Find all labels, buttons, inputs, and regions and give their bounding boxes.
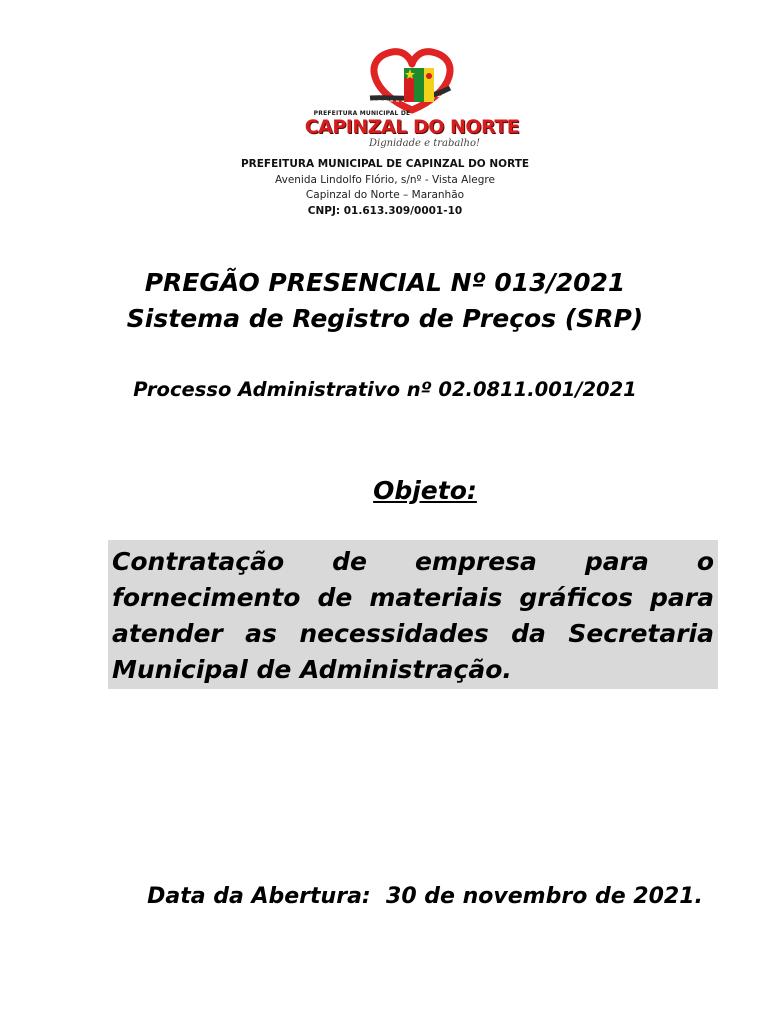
objeto-line: atender as necessidades da Secretaria	[112, 619, 714, 648]
header-city: Capinzal do Norte – Maranhão	[305, 189, 465, 201]
logo-slogan: Dignidade e trabalho!	[368, 138, 480, 149]
header-cnpj: CNPJ: 01.613.309/0001-10	[307, 204, 463, 217]
header-address: Avenida Lindolfo Flório, s/nº - Vista Alegre	[275, 173, 495, 186]
objeto-description	[112, 544, 714, 688]
objeto-line: Municipal de Administração.	[112, 655, 512, 684]
pregao-title: PREGÃO PRESENCIAL Nº 013/2021	[144, 268, 626, 297]
objeto-box	[108, 540, 718, 689]
objeto-label: Objeto:	[373, 476, 477, 505]
letterhead-info	[200, 157, 570, 219]
municipality-logo	[300, 38, 524, 156]
objeto-line: fornecimento de materiais gráficos para	[112, 583, 714, 612]
logo-main-text: CAPINZAL DO NORTE	[304, 116, 520, 138]
data-abertura: Data da Abertura: 30 de novembro de 2021.	[147, 884, 703, 909]
sistema-title: Sistema de Registro de Preços (SRP)	[126, 304, 644, 333]
objeto-line: Contratação de empresa para o	[112, 547, 714, 576]
logo-small-text: PREFEITURA MUNICIPAL DE	[313, 110, 411, 117]
processo-title: Processo Administrativo nº 02.0811.001/2021	[133, 378, 637, 401]
header-municipality: PREFEITURA MUNICIPAL DE CAPINZAL DO NORTE	[240, 158, 530, 170]
